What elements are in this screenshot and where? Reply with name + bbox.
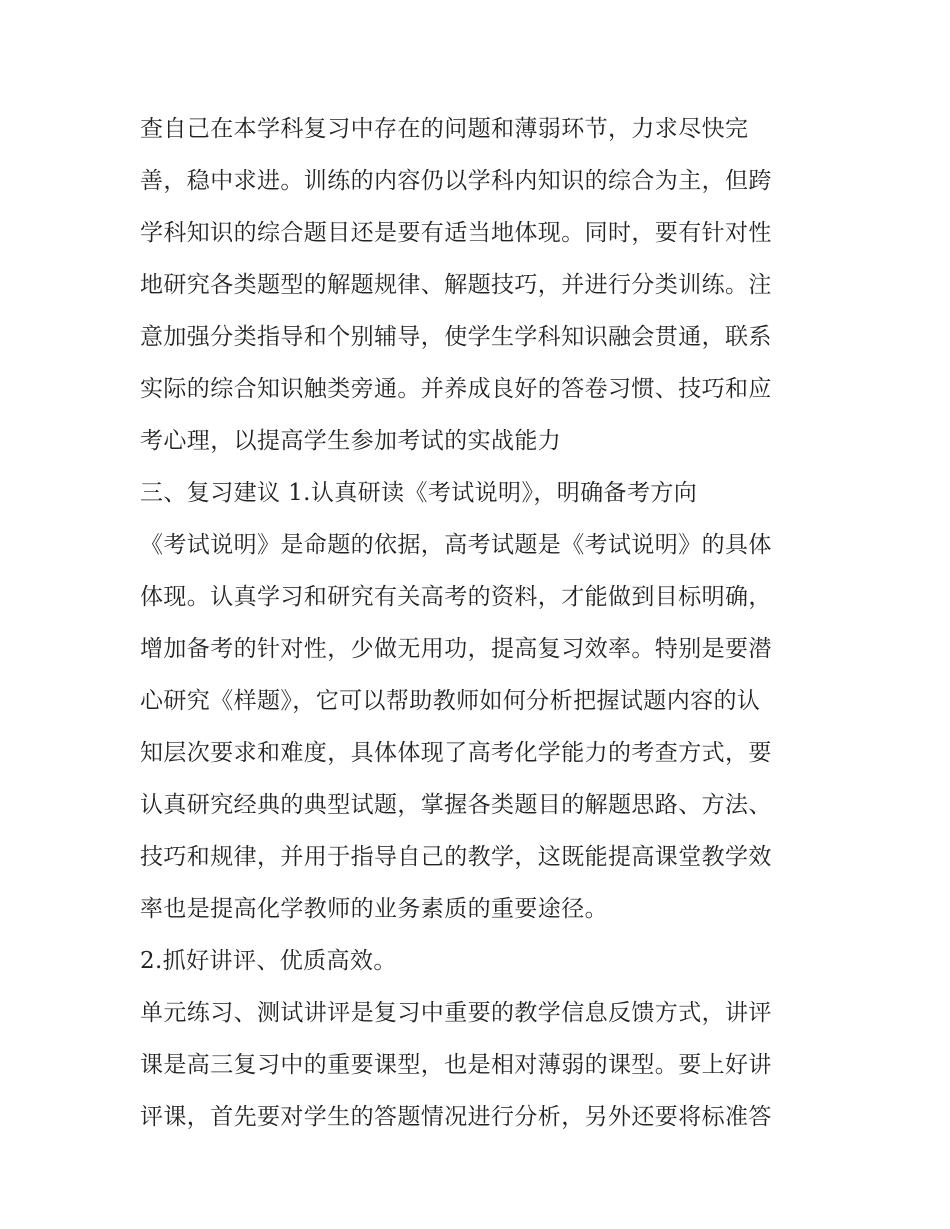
text-line: 课是高三复习中的重要课型，也是相对薄弱的课型。要上好讲 (140, 1052, 772, 1078)
text-line: 体现。认真学习和研究有关高考的资料，才能做到目标明确， (140, 584, 772, 610)
text-line: 善，稳中求进。训练的内容仍以学科内知识的综合为主，但跨 (140, 168, 772, 194)
text-line: 知层次要求和难度，具体体现了高考化学能力的考查方式，要 (140, 740, 772, 766)
text-line: 增加备考的针对性，少做无用功，提高复习效率。特别是要潜 (140, 636, 772, 662)
document-body (140, 103, 830, 1143)
text-line: 单元练习、测试讲评是复习中重要的教学信息反馈方式，讲评 (140, 1000, 772, 1026)
text-line: 考心理，以提高学生参加考试的实战能力 (140, 428, 562, 454)
text-line: 实际的综合知识触类旁通。并养成良好的答卷习惯、技巧和应 (140, 376, 772, 402)
text-line: 率也是提高化学教师的业务素质的重要途径。 (140, 896, 608, 922)
subsection-heading: 2.抓好讲评、优质高效。 (140, 948, 397, 974)
text-line: 技巧和规律，并用于指导自己的教学，这既能提高课堂教学效 (140, 844, 772, 870)
text-line: 意加强分类指导和个别辅导，使学生学科知识融会贯通，联系 (140, 324, 772, 350)
text-line: 学科知识的综合题目还是要有适当地体现。同时，要有针对性 (140, 220, 772, 246)
text-line: 查自己在本学科复习中存在的问题和薄弱环节，力求尽快完 (140, 116, 749, 142)
text-line: 评课，首先要对学生的答题情况进行分析，另外还要将标准答 (140, 1104, 772, 1130)
text-line: 《考试说明》是命题的依据，高考试题是《考试说明》的具体 (140, 532, 772, 558)
text-line: 心研究《样题》，它可以帮助教师如何分析把握试题内容的认 (140, 688, 761, 714)
section-heading: 三、复习建议 1.认真研读《考试说明》，明确备考方向 (140, 480, 698, 506)
text-line: 认真研究经典的典型试题，掌握各类题目的解题思路、方法、 (140, 792, 772, 818)
text-line: 地研究各类题型的解题规律、解题技巧，并进行分类训练。注 (140, 272, 772, 298)
